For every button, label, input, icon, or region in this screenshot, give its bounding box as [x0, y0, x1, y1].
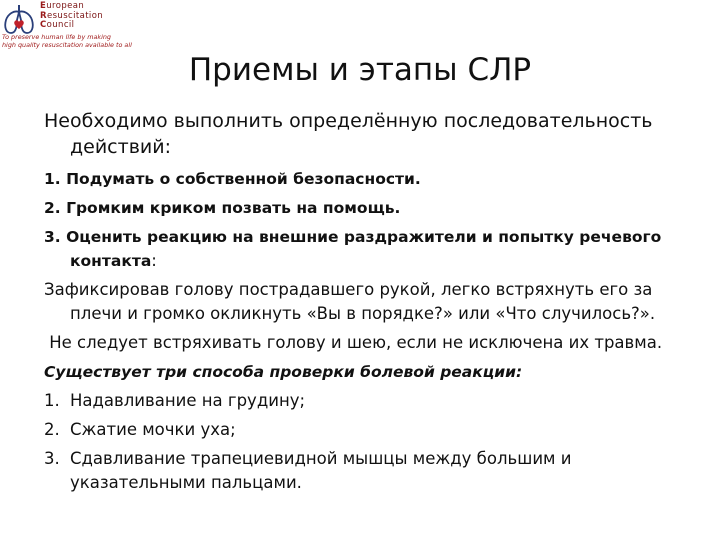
- lungs-heart-logo-icon: [2, 2, 36, 36]
- slide-title: Приемы и этапы СЛР: [188, 52, 532, 88]
- logo-line-3: Council: [40, 20, 75, 31]
- method-text: Сдавливание трапециевидной мышцы между большим и указательными пальцами.: [70, 449, 572, 492]
- step-3-text: 3. Оценить реакцию на внешние раздражители и попытку речевого контакта: [44, 228, 662, 270]
- method-item: [44, 418, 694, 442]
- method-text: Надавливание на грудину;: [70, 391, 306, 410]
- step-3: [44, 225, 694, 273]
- method-number: 3.: [44, 449, 60, 468]
- erc-logo: [2, 1, 132, 50]
- method-item: [44, 389, 694, 413]
- step-3-colon: :: [151, 251, 157, 270]
- intro-paragraph: Необходимо выполнить определённую последовательность действий:: [44, 110, 653, 158]
- logo-wordmark: [40, 2, 103, 31]
- slide-body: [44, 108, 694, 500]
- method-text: Сжатие мочки уха;: [70, 420, 236, 439]
- methods-heading: Существует три способа проверки болевой реакции:: [44, 363, 523, 381]
- logo-line-1: European: [40, 1, 85, 11]
- fix-instruction: Зафиксировав голову пострадавшего рукой, легко встряхнуть его за плечи и громко окликнуть «Вы в порядке?» или «Что случилось?».: [44, 280, 656, 323]
- method-number: 1.: [44, 391, 60, 410]
- method-number: 2.: [44, 420, 60, 439]
- method-item: [44, 447, 694, 495]
- logo-tagline: To preserve human life by making high quality resuscitation available to all: [2, 33, 132, 49]
- warning-note: Не следует встряхивать голову и шею, если не исключена их травма.: [44, 333, 663, 352]
- step-1: 1. Подумать о собственной безопасности.: [44, 170, 421, 188]
- logo-line-2: Resuscitation: [40, 10, 104, 21]
- step-2: 2. Громким криком позвать на помощь.: [44, 199, 401, 217]
